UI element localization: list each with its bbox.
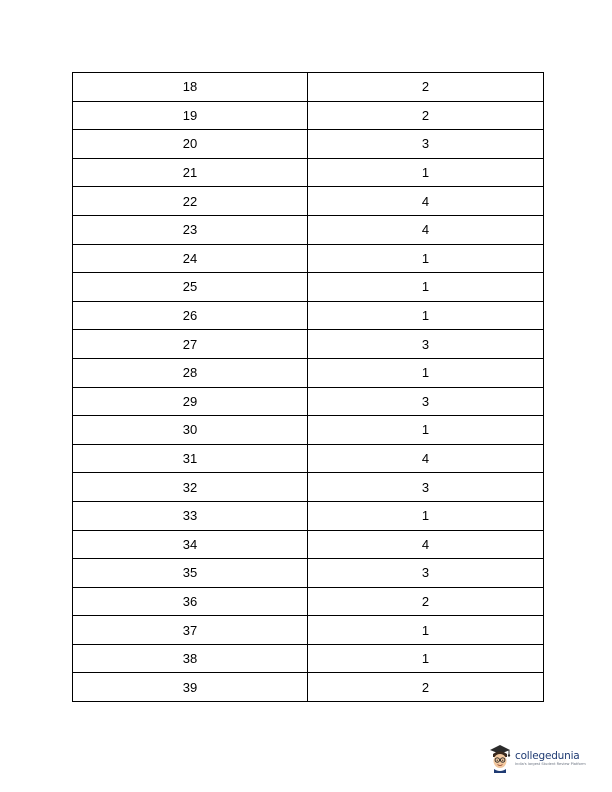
brand-text bbox=[515, 750, 586, 767]
table-row bbox=[73, 644, 544, 673]
answer-cell: 2 bbox=[308, 101, 544, 130]
table-row bbox=[73, 158, 544, 187]
answer-cell: 4 bbox=[308, 444, 544, 473]
question-number-cell: 18 bbox=[73, 73, 308, 102]
table-row bbox=[73, 330, 544, 359]
table-row bbox=[73, 444, 544, 473]
question-number-cell: 30 bbox=[73, 416, 308, 445]
answer-cell: 2 bbox=[308, 673, 544, 702]
question-number-cell: 38 bbox=[73, 644, 308, 673]
student-mascot-icon bbox=[488, 743, 512, 773]
answer-cell: 1 bbox=[308, 616, 544, 645]
question-number-cell: 39 bbox=[73, 673, 308, 702]
table-row bbox=[73, 473, 544, 502]
question-number-cell: 36 bbox=[73, 587, 308, 616]
answer-key-table-body bbox=[73, 73, 544, 702]
answer-key-table bbox=[72, 72, 544, 702]
question-number-cell: 29 bbox=[73, 387, 308, 416]
answer-cell: 4 bbox=[308, 215, 544, 244]
brand-name: collegedunia bbox=[515, 749, 580, 762]
table-row bbox=[73, 187, 544, 216]
table-row bbox=[73, 273, 544, 302]
answer-cell: 1 bbox=[308, 501, 544, 530]
table-row bbox=[73, 530, 544, 559]
table-row bbox=[73, 73, 544, 102]
question-number-cell: 32 bbox=[73, 473, 308, 502]
answer-cell: 1 bbox=[308, 244, 544, 273]
answer-cell: 4 bbox=[308, 187, 544, 216]
table-row bbox=[73, 416, 544, 445]
answer-cell: 1 bbox=[308, 273, 544, 302]
question-number-cell: 37 bbox=[73, 616, 308, 645]
table-row bbox=[73, 673, 544, 702]
answer-cell: 2 bbox=[308, 587, 544, 616]
question-number-cell: 22 bbox=[73, 187, 308, 216]
answer-cell: 3 bbox=[308, 330, 544, 359]
answer-cell: 1 bbox=[308, 644, 544, 673]
table-row bbox=[73, 215, 544, 244]
question-number-cell: 21 bbox=[73, 158, 308, 187]
answer-cell: 1 bbox=[308, 416, 544, 445]
question-number-cell: 19 bbox=[73, 101, 308, 130]
collegedunia-watermark bbox=[488, 741, 598, 775]
question-number-cell: 25 bbox=[73, 273, 308, 302]
table-row bbox=[73, 101, 544, 130]
answer-cell: 4 bbox=[308, 530, 544, 559]
table-row bbox=[73, 587, 544, 616]
question-number-cell: 34 bbox=[73, 530, 308, 559]
answer-cell: 1 bbox=[308, 301, 544, 330]
question-number-cell: 33 bbox=[73, 501, 308, 530]
question-number-cell: 35 bbox=[73, 559, 308, 588]
table-row bbox=[73, 559, 544, 588]
question-number-cell: 31 bbox=[73, 444, 308, 473]
brand-tagline: India's largest Student Review Platform bbox=[515, 761, 586, 766]
answer-cell: 1 bbox=[308, 158, 544, 187]
table-row bbox=[73, 130, 544, 159]
answer-cell: 3 bbox=[308, 387, 544, 416]
question-number-cell: 27 bbox=[73, 330, 308, 359]
table-row bbox=[73, 358, 544, 387]
answer-cell: 3 bbox=[308, 473, 544, 502]
answer-cell: 3 bbox=[308, 559, 544, 588]
question-number-cell: 28 bbox=[73, 358, 308, 387]
table-row bbox=[73, 501, 544, 530]
table-row bbox=[73, 387, 544, 416]
answer-cell: 2 bbox=[308, 73, 544, 102]
answer-cell: 1 bbox=[308, 358, 544, 387]
table-row bbox=[73, 244, 544, 273]
question-number-cell: 24 bbox=[73, 244, 308, 273]
question-number-cell: 23 bbox=[73, 215, 308, 244]
answer-cell: 3 bbox=[308, 130, 544, 159]
question-number-cell: 20 bbox=[73, 130, 308, 159]
question-number-cell: 26 bbox=[73, 301, 308, 330]
table-row bbox=[73, 301, 544, 330]
table-row bbox=[73, 616, 544, 645]
